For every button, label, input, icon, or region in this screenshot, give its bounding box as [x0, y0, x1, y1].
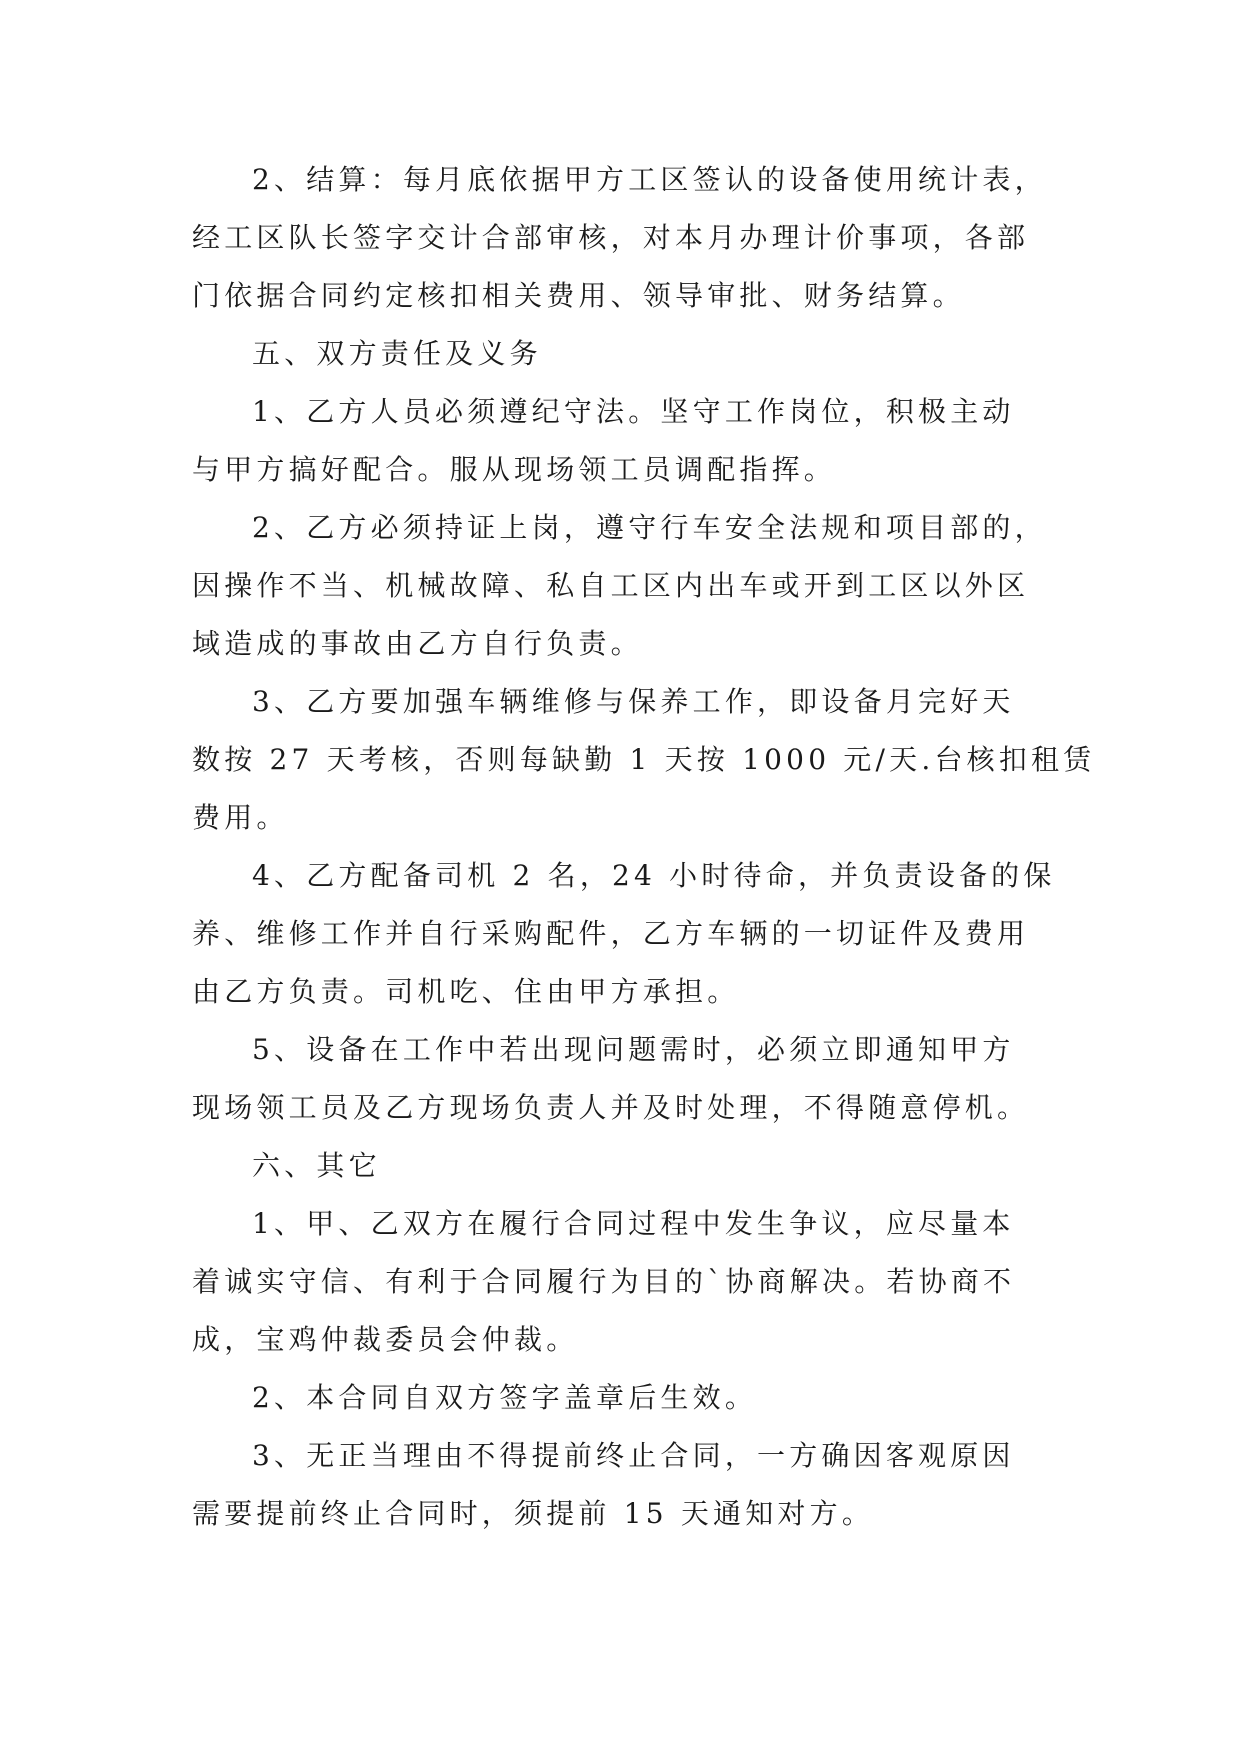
- text-line: 需要提前终止合同时，须提前 15 天通知对方。: [192, 1497, 875, 1530]
- text-line: 由乙方负责。司机吃、住由甲方承担。: [192, 975, 740, 1008]
- paragraph: [192, 390, 1072, 506]
- paragraph: [192, 1028, 1072, 1144]
- text-line: 与甲方搞好配合。服从现场领工员调配指挥。: [192, 453, 837, 486]
- paragraph: [192, 506, 1072, 680]
- text-line: 2、结算：每月底依据甲方工区签认的设备使用统计表，: [252, 163, 1047, 196]
- text-line: 成，宝鸡仲裁委员会仲裁。: [192, 1323, 579, 1356]
- text-line: 六、其它: [252, 1149, 381, 1182]
- text-line: 3、无正当理由不得提前终止合同，一方确因客观原因: [252, 1439, 1015, 1472]
- text-line: 门依据合同约定核扣相关费用、领导审批、财务结算。: [192, 279, 965, 312]
- text-line: 5、设备在工作中若出现问题需时，必须立即通知甲方: [252, 1033, 1015, 1066]
- text-line: 1、乙方人员必须遵纪守法。坚守工作岗位，积极主动: [252, 395, 1015, 428]
- paragraph: [192, 1434, 1072, 1550]
- section-heading: [192, 1144, 1072, 1202]
- text-line: 数按 27 天考核，否则每缺勤 1 天按 1000 元/天.台核扣租赁: [192, 743, 1096, 776]
- text-line: 经工区队长签字交计合部审核，对本月办理计价事项，各部: [192, 221, 1030, 254]
- paragraph: [192, 680, 1096, 854]
- text-line: 4、乙方配备司机 2 名，24 小时待命，并负责设备的保: [252, 859, 1056, 892]
- text-line: 2、乙方必须持证上岗，遵守行车安全法规和项目部的，: [252, 511, 1047, 544]
- text-line: 2、本合同自双方签字盖章后生效。: [252, 1381, 758, 1414]
- paragraph: [192, 1376, 1072, 1434]
- text-line: 养、维修工作并自行采购配件，乙方车辆的一切证件及费用: [192, 917, 1030, 950]
- text-line: 现场领工员及乙方现场负责人并及时处理，不得随意停机。: [192, 1091, 1030, 1124]
- text-line: 3、乙方要加强车辆维修与保养工作，即设备月完好天: [252, 685, 1015, 718]
- paragraph: [192, 1202, 1072, 1376]
- text-line: 着诚实守信、有利于合同履行为目的`协商解决。若协商不: [192, 1265, 1016, 1298]
- text-line: 域造成的事故由乙方自行负责。: [192, 627, 643, 660]
- text-line: 1、甲、乙双方在履行合同过程中发生争议，应尽量本: [252, 1207, 1015, 1240]
- document-body: [192, 158, 1096, 1550]
- text-line: 费用。: [192, 801, 289, 834]
- section-heading: [192, 332, 1072, 390]
- text-line: 因操作不当、机械故障、私自工区内出车或开到工区以外区: [192, 569, 1030, 602]
- paragraph: [192, 158, 1072, 332]
- text-line: 五、双方责任及义务: [252, 337, 542, 370]
- paragraph: [192, 854, 1072, 1028]
